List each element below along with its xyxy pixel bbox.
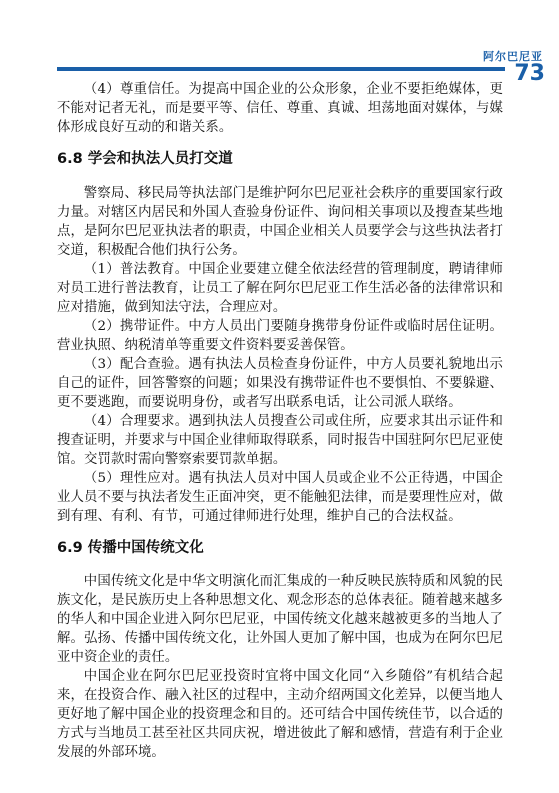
- paragraph-cooperate-inspection: （3）配合查验。遇有执法人员检查身份证件，中方人员要礼貌地出示自己的证件，回答警察的问题；如果没有携带证件也不要惧怕、不要躲避、更不要逃跑，而要说明身份，或者写出联系电话，让公司派人联络。: [57, 357, 503, 410]
- header-rule: [57, 67, 505, 71]
- section-heading-6-8: 6.8 学会和执法人员打交道: [57, 151, 233, 167]
- paragraph-legal-education: （1）普法教育。中国企业要建立健全依法经营的管理制度，聘请律师对员工进行普法教育，让员工了解在阿尔巴尼亚工作生活必备的法律常识和应对措施，做到知法守法，合理应对。: [57, 262, 503, 315]
- paragraph-6-8-intro: 警察局、移民局等执法部门是维护阿尔巴尼亚社会秩序的重要国家行政力量。对辖区内居民和外国人查验身份证件、询问相关事项以及搜查某些地点，是阿尔巴尼亚执法者的职责，中国企业相关人员要学会与这些执法者打交道，积极配合他们执行公务。: [57, 186, 503, 258]
- page-content: [57, 80, 503, 762]
- paragraph-traditional-culture: 中国传统文化是中华文明演化而汇集成的一种反映民族特质和风貌的民族文化，是民族历史上各种思想文化、观念形态的总体表征。随着越来越多的华人和中国企业进入阿尔巴尼亚，中国传统文化越来越被更多的当地人了解。弘扬、传播中国传统文化，让外国人更加了解中国，也成为在阿尔巴尼亚中资企业的责任。: [57, 574, 503, 665]
- paragraph-carry-documents: （2）携带证件。中方人员出门要随身携带身份证件或临时居住证明。营业执照、纳税清单等重要文件资料要妥善保管。: [57, 319, 503, 353]
- page-number: 73: [514, 61, 545, 86]
- paragraph-cultural-integration: 中国企业在阿尔巴尼亚投资时宜将中国文化同“入乡随俗”有机结合起来，在投资合作、融入社区的过程中，主动介绍两国文化差异，以便当地人更好地了解中国企业的投资理念和目的。还可结合中国传统佳节，以合适的方式与当地员工甚至社区共同庆祝，增进彼此了解和感情，营造有利于企业发展的外部环境。: [57, 669, 503, 760]
- paragraph-rational-response: （5）理性应对。遇有执法人员对中国人员或企业不公正待遇，中国企业人员不要与执法者发生正面冲突，更不能触犯法律，而是要理性应对，做到有理、有利、有节，可通过律师进行处理，维护自己的合法权益。: [57, 471, 503, 524]
- header-country: 阿尔巴尼亚: [483, 50, 543, 63]
- section-heading-6-9: 6.9 传播中国传统文化: [57, 540, 204, 556]
- paragraph-reasonable-requests: （4）合理要求。遇到执法人员搜查公司或住所，应要求其出示证件和搜查证明，并要求与中国企业律师取得联系，同时报告中国驻阿尔巴尼亚使馆。交罚款时需向警察索要罚款单据。: [57, 414, 503, 467]
- paragraph-respect-trust: （4）尊重信任。为提高中国企业的公众形象，企业不要拒绝媒体，更不能对记者无礼，而是要平等、信任、尊重、真诚、坦荡地面对媒体，与媒体形成良好互动的和谐关系。: [57, 82, 503, 135]
